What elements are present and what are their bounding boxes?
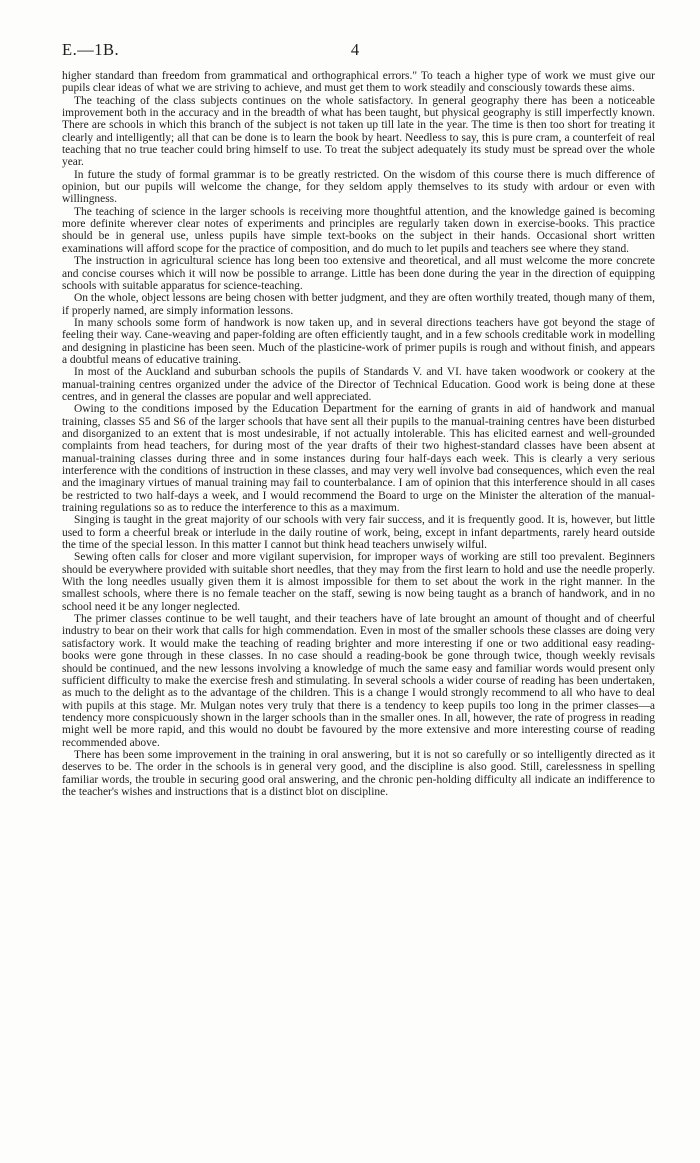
paragraph-formal-grammar: In future the study of formal grammar is to be greatly restricted. On the wisdom of this course there is much difference of opinion, but our pupils will welcome the change, for they seldom apply themselves to its study with ardour or even with willingness. <box>62 168 655 206</box>
paragraph-class-subjects-geography: The teaching of the class subjects continues on the whole satisfactory. In general geography there has been a noticeable improvement both in the accuracy and in the breadth of what has been taught, but physical geography is still imperfectly known. There are schools in which this branch of the subject is not taken up till late in the year. The time is then too short for treating it clearly and intelligently; all that can be done is to learn the book by heart. Needless to say, this is pure cram, a counterfeit of real teaching that no true teacher could bring himself to use. To treat the subject adequately its study must be spread over the whole year. <box>62 94 655 169</box>
paragraph-handwork: In many schools some form of handwork is now taken up, and in several directions teachers have got beyond the stage of feeling their way. Cane-weaving and paper-folding are often efficiently taught, and in a few schools creditable work in modelling and designing in plasticine has been seen. Much of the plasticine-work of primer pupils is rough and without finish, and appears a doubtful means of educative training. <box>62 316 655 366</box>
paragraph-singing: Singing is taught in the great majority of our schools with very fair success, and it is frequently good. It is, however, but little used to form a cheerful break or interlude in the daily routine of work, being, except in infant departments, rarely heard outside the time of the special lesson. In this matter I cannot but think head teachers unwisely wilful. <box>62 514 655 552</box>
paragraph-agricultural-science: The instruction in agricultural science has long been too extensive and theoretical, and all must welcome the more concrete and concise courses which it will now be possible to arrange. Little has been done during the year in the direction of equipping schools with suitable apparatus for science-teaching. <box>62 255 655 292</box>
paragraph-science-teaching: The teaching of science in the larger schools is receiving more thoughtful attention, and the knowledge gained is becoming more definite wherever clear notes of experiments and principles are regularly taken down in exercise-books. This practice should be in general use, unless pupils have simple text-books on the subject in their hands. Occasional short written examinations will afford scope for the practice of composition, and do much to let pupils and teachers see where they stand. <box>62 205 655 255</box>
page-number: 4 <box>350 40 360 59</box>
report-reference: E.—1B. <box>62 40 120 59</box>
report-body <box>62 70 655 798</box>
paragraph-continued-aims: higher standard than freedom from grammatical and orthographical errors." To teach a higher type of work we must give our pupils clear ideas of what we are striving to achieve, and must get them to work steadily and consciously towards these aims. <box>62 70 655 95</box>
paragraph-sewing: Sewing often calls for closer and more vigilant supervision, for improper ways of working are still too prevalent. Beginners should be everywhere provided with suitable short needles, that they may from the first learn to hold and use the needle properly. With the long needles usually given them it is almost impossible for them to set about the work in the right manner. In the smallest schools, where there is no female teacher on the staff, sewing is now being taught as a branch of handwork, and in no school need it be any longer neglected. <box>62 551 655 613</box>
paragraph-object-lessons: On the whole, object lessons are being chosen with better judgment, and they are often worthily treated, though many of them, if properly named, are simply information lessons. <box>62 292 655 317</box>
paragraph-primer-classes: The primer classes continue to be well taught, and their teachers have of late brought an amount of thought and of cheerful industry to bear on their work that calls for high commendation. Even in most of the smaller schools these classes are doing very satisfactory work. It would make the teaching of reading brighter and more interesting if one or two additional easy reading-books were gone through in these classes. In no case should a reading-book be gone through twice, though weekly revisals should be continued, and the new lessons involving a knowledge of much the same easy and familiar words would present only sufficient difficulty to make the exercise fresh and stimulating. In several schools a wider course of reading has been undertaken, as much to the delight as to the advantage of the children. This is a change I would strongly recommend to all who have to deal with pupils at this stage. Mr. Mulgan notes very truly that there is a tendency to keep pupils too long in the primer classes—a tendency more conspicuously shown in the larger schools than in the smaller ones. In all, however, the rate of progress in reading might well be more rapid, and this would no doubt be favoured by the more extensive and more interesting course of reading recommended above. <box>62 613 655 749</box>
page-header <box>62 40 648 62</box>
paragraph-manual-training-centres: In most of the Auckland and suburban schools the pupils of Standards V. and VI. have taken woodwork or cookery at the manual-training centres organized under the advice of the Director of Technical Education. Good work is being done at these centres, and in general the classes are popular and well appreciated. <box>62 366 655 403</box>
paragraph-oral-answering-discipline: There has been some improvement in the training in oral answering, but it is not so carefully or so intelligently directed as it deserves to be. The order in the schools is in general very good, and the discipline is also good. Still, carelessness in spelling familiar words, the trouble in securing good oral answering, and the chronic pen-holding difficulty all indicate an indifference to the teacher's wishes and instructions that is a distinct blot on discipline. <box>62 748 655 798</box>
paragraph-manual-training-interference: Owing to the conditions imposed by the Education Department for the earning of grants in aid of handwork and manual training, classes S5 and S6 of the larger schools that have sent all their pupils to the manual-training centres have been disturbed and disorganized to an extent that is most undesirable, if not actually intolerable. This has elicited earnest and well-grounded complaints from head teachers, for during most of the year drafts of their two highest-standard classes have been absent at manual-training classes during three and in some instances during four half-days each week. This is clearly a very serious interference with the conditions of instruction in these classes, and may very well involve bad consequences, which even the real and the imaginary virtues of manual training may fail to counterbalance. I am of opinion that this interference should in all cases be restricted to two half-days a week, and I would recommend the Board to urge on the Minister the alteration of the manual-training regulations so as to reduce the interference to this as a maximum. <box>62 403 655 515</box>
